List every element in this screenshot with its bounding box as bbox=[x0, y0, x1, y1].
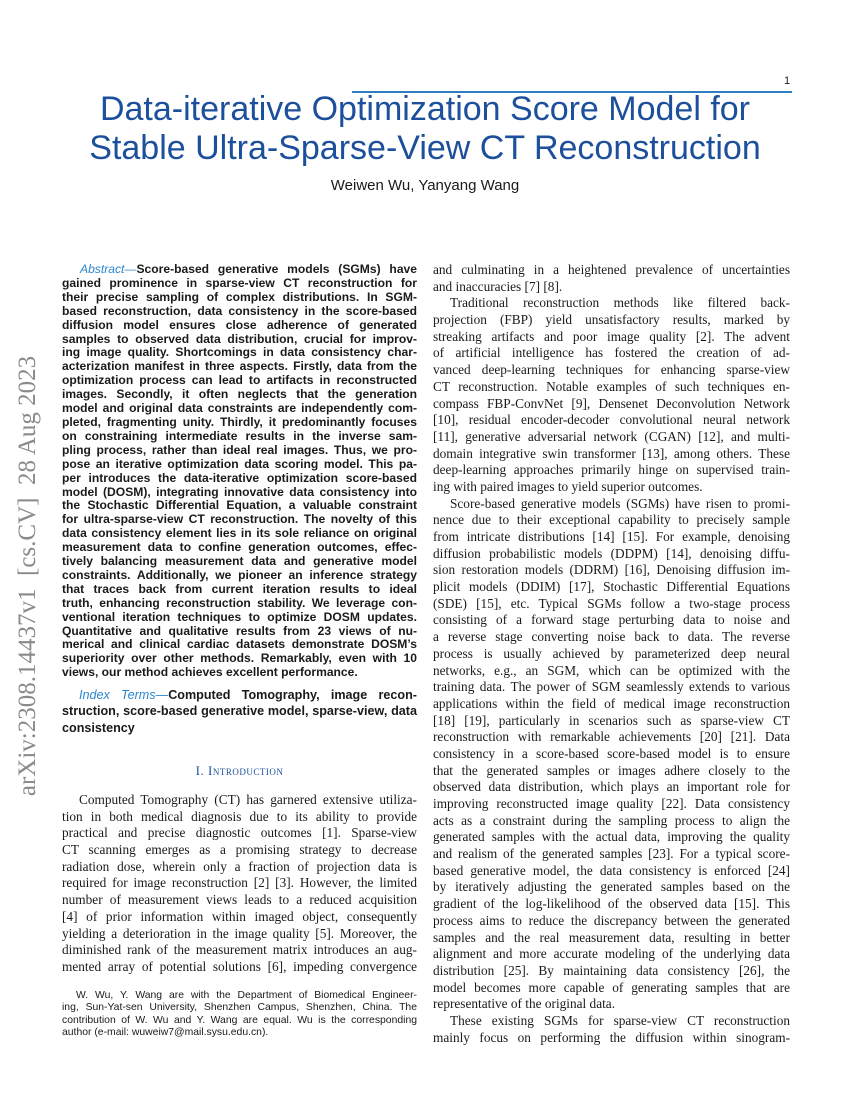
text-line bbox=[433, 913, 790, 930]
line-text: pose an iterative optimization data scoring model. This pa- bbox=[62, 457, 417, 471]
line-text: gradient of the log-likelihood of the observed data [15]. This bbox=[433, 896, 790, 912]
text-line bbox=[62, 263, 417, 277]
line-text: process is usually achieved by parameterized deep neural bbox=[433, 645, 790, 661]
line-text: optimization process can lead to artifacts in reconstructed bbox=[62, 374, 417, 388]
line-text: gained prominence in sparse-view CT reconstruction for bbox=[62, 276, 417, 290]
text-line bbox=[433, 529, 790, 546]
line-text: ventional iteration techniques to optimize DOSM updates. bbox=[62, 610, 417, 624]
line-text: author (e-mail: wuweiw7@mail.sysu.edu.cn). bbox=[62, 1026, 269, 1038]
text-line bbox=[433, 295, 790, 312]
line-text: compass FBP-ConvNet [9], Densenet Deconvolution Network bbox=[433, 395, 790, 411]
line-text: applications within the field of medical image reconstruction bbox=[433, 695, 790, 711]
text-line bbox=[62, 430, 417, 444]
text-line bbox=[62, 926, 417, 943]
text-line bbox=[62, 444, 417, 458]
line-text: views, our method achieves excellent performance. bbox=[62, 666, 358, 680]
footnote-line bbox=[62, 1002, 417, 1014]
text-line bbox=[433, 863, 790, 880]
text-line bbox=[433, 646, 790, 663]
text-line bbox=[433, 429, 790, 446]
text-line bbox=[62, 486, 417, 500]
text-line bbox=[433, 546, 790, 563]
arxiv-stamp: arXiv:2308.14437v1 [cs.CV] 28 Aug 2023 bbox=[14, 355, 41, 797]
text-line bbox=[62, 638, 417, 652]
text-line bbox=[62, 319, 417, 333]
text-line bbox=[62, 809, 417, 826]
text-line bbox=[62, 959, 417, 976]
text-line bbox=[433, 412, 790, 429]
text-line bbox=[433, 362, 790, 379]
line-text: process aims to reduce the discrepancy between the generated bbox=[433, 912, 790, 928]
text-line bbox=[62, 472, 417, 486]
text-line bbox=[433, 446, 790, 463]
line-text: W. Wu, Y. Wang are with the Department of Biomedical Engineer- bbox=[76, 990, 417, 1001]
text-line bbox=[433, 829, 790, 846]
text-line bbox=[433, 896, 790, 913]
line-text: from intricate distributions [14] [15]. For example, denoising bbox=[433, 529, 790, 544]
text-line bbox=[433, 746, 790, 763]
text-line bbox=[62, 374, 417, 388]
text-line bbox=[433, 1030, 790, 1047]
line-text: sion restoration models (DDRM) [16], Denoising diffusion im- bbox=[433, 562, 790, 578]
line-text: plicit models (DDIM) [17], Stochastic Differential Equations bbox=[433, 579, 790, 595]
text-line bbox=[433, 946, 790, 963]
text-line bbox=[433, 462, 790, 479]
text-line bbox=[433, 679, 790, 696]
line-text: for ultra-sparse-view CT reconstruction. The novelty of this bbox=[62, 513, 417, 527]
line-text: model (DOSM), integrating innovative data consistency into bbox=[62, 485, 417, 499]
text-line bbox=[433, 512, 790, 529]
text-line bbox=[433, 980, 790, 997]
line-text: and realism of the generated samples [23]. For a typical score- bbox=[433, 846, 790, 862]
line-text: Traditional reconstruction methods like filtered back- bbox=[450, 295, 790, 311]
text-line bbox=[62, 555, 417, 569]
text-line bbox=[62, 792, 417, 809]
left-column-body bbox=[62, 792, 417, 976]
text-line bbox=[433, 279, 790, 296]
text-line bbox=[62, 652, 417, 666]
text-line bbox=[62, 859, 417, 876]
line-text: practical and precise diagnostic outcomes [1]. Sparse-view bbox=[62, 825, 417, 841]
line-text: per introduces the data-iterative optimization score-based bbox=[62, 471, 417, 485]
line-text: mainly focus on performing the diffusion within sinogram- bbox=[433, 1029, 790, 1045]
text-line bbox=[62, 277, 417, 291]
line-text: ing image quality. Shortcomings in data consistency char- bbox=[62, 346, 417, 360]
footnote-line bbox=[62, 1015, 417, 1027]
line-text: CT reconstruction. Notable examples of such techniques en- bbox=[433, 378, 790, 394]
line-text: reconstruction with remarkable achievements [20] [21]. Data bbox=[433, 729, 790, 745]
text-line bbox=[433, 496, 790, 513]
line-text: improving reconstructed image quality [22]. Data consistency bbox=[433, 796, 790, 811]
line-text: pling process, rather than ideal real images. Thus, we pro- bbox=[62, 443, 417, 457]
text-line bbox=[433, 329, 790, 346]
line-text: superiority over other methods. Remarkably, even with 10 bbox=[62, 652, 417, 666]
text-line bbox=[62, 333, 417, 347]
line-text: required for image reconstruction [2] [3]. However, the limited bbox=[62, 875, 417, 891]
line-text: Computed Tomography, image recon- bbox=[168, 688, 417, 702]
index-terms bbox=[62, 687, 417, 736]
line-text: CT scanning emerges as a promising strategy to decrease bbox=[62, 842, 417, 858]
right-column-body bbox=[433, 262, 790, 1046]
line-text: the Stochastic Differential Equation, a valuable constraint bbox=[62, 499, 417, 513]
line-text: images. Secondly, it often neglects that the generation bbox=[62, 388, 417, 402]
text-line bbox=[62, 583, 417, 597]
line-text: Score-based generative models (SGMs) have bbox=[136, 263, 417, 276]
text-line bbox=[62, 527, 417, 541]
text-line bbox=[433, 696, 790, 713]
line-text: Computed Tomography (CT) has garnered extensive utiliza- bbox=[79, 792, 417, 807]
title-line: Data-iterative Optimization Score Model for bbox=[99, 90, 751, 128]
section-label: Index Terms— bbox=[79, 688, 169, 702]
text-line bbox=[62, 825, 417, 842]
text-line bbox=[62, 416, 417, 430]
line-text: consisting of a forward stage perturbing data to noise and bbox=[433, 612, 790, 628]
line-text: alignment and more accurate modeling of the underlying data bbox=[433, 946, 790, 962]
section-heading: I. Introduction bbox=[195, 763, 284, 778]
text-line bbox=[433, 629, 790, 646]
line-text: diffusion model ensures close adherence of generated bbox=[62, 318, 417, 332]
text-line bbox=[433, 262, 790, 279]
text-line bbox=[433, 796, 790, 813]
text-line bbox=[433, 813, 790, 830]
line-text: that traces back from current iteration results to ideal bbox=[62, 582, 417, 596]
text-line bbox=[62, 687, 417, 703]
text-line bbox=[62, 597, 417, 611]
line-text: their precise sampling of complex distributions. In SGM- bbox=[62, 290, 417, 304]
line-text: yielding a deterioration in the image quality [5]. Moreover, the bbox=[62, 925, 417, 941]
line-text: diminished rank of the measurement matrix introduces an aug- bbox=[62, 942, 417, 958]
text-line bbox=[62, 942, 417, 959]
line-text: acterization manifest in three aspects. Firstly, data from the bbox=[62, 360, 417, 374]
line-text: truth, enhancing reconstruction stability. We leverage con- bbox=[62, 596, 417, 610]
line-text: pleted, fragmenting unity. Thirdly, it predominantly focuses bbox=[62, 415, 417, 429]
line-text: representative of the original data. bbox=[433, 996, 616, 1012]
line-text: domain integrative swin transformer [13], among others. These bbox=[433, 445, 790, 461]
line-text: tion in both medical diagnosis due to its ability to provide bbox=[62, 808, 417, 824]
text-line bbox=[433, 879, 790, 896]
text-line bbox=[62, 666, 417, 680]
authors: Weiwen Wu, Yanyang Wang bbox=[330, 177, 520, 194]
line-text: networks, e.g., an SGM, which can be optimized with the bbox=[433, 662, 790, 678]
line-text: by iteratively adjusting the generated samples based on the bbox=[433, 879, 790, 895]
text-line bbox=[433, 1013, 790, 1030]
line-text: data consistency element lies in its sole reliance on original bbox=[62, 527, 417, 541]
text-line bbox=[433, 963, 790, 980]
text-line bbox=[62, 513, 417, 527]
section-label: Abstract— bbox=[80, 263, 137, 276]
line-text: streaking artifacts and poor image quality [2]. The advent bbox=[433, 328, 790, 344]
text-line bbox=[62, 360, 417, 374]
line-text: on constraining intermediate results in the inverse sam- bbox=[62, 429, 417, 443]
text-line bbox=[433, 479, 790, 496]
footnote-line bbox=[62, 1027, 417, 1039]
line-text: and culminating in a heightened prevalence of uncertainties bbox=[433, 262, 790, 277]
text-line bbox=[62, 892, 417, 909]
line-text: observed data distribution, which plays an important role for bbox=[433, 779, 790, 795]
line-text: merical and clinical cardiac datasets demonstrate DOSM’s bbox=[62, 638, 417, 652]
text-line bbox=[62, 703, 417, 719]
footnote bbox=[62, 990, 417, 1039]
line-text: struction, score-based generative model, sparse-view, data bbox=[62, 704, 417, 719]
line-text: number of measurement views leads to a reduced acquisition bbox=[62, 892, 417, 908]
line-text: (SDE) [15], etc. Typical SGMs follow a two-stage process bbox=[433, 595, 790, 611]
text-line bbox=[62, 875, 417, 892]
line-text: acts as a constraint during the sampling process to align the bbox=[433, 812, 790, 828]
line-text: ing, Sun-Yat-sen University, Shenzhen Campus, Shenzhen, China. The bbox=[62, 1002, 417, 1014]
text-line bbox=[62, 842, 417, 859]
line-text: mented array of potential solutions [6], impeding convergence bbox=[62, 958, 417, 974]
text-line bbox=[433, 663, 790, 680]
title-line: Stable Ultra-Sparse-View CT Reconstruction bbox=[89, 129, 761, 167]
footnote-line bbox=[62, 990, 417, 1002]
line-text: projection (FBP) yield unsatisfactory results, marked by bbox=[433, 312, 790, 328]
line-text: contribution of W. Wu and Y. Wang are equal. Wu is the corresponding bbox=[62, 1014, 417, 1026]
text-line bbox=[433, 846, 790, 863]
line-text: that the generated samples or images adhere closely to the bbox=[433, 762, 790, 778]
line-text: Score-based generative models (SGMs) have risen to promi- bbox=[450, 495, 790, 511]
text-line bbox=[62, 346, 417, 360]
line-text: based generative model, the data consistency is enforced [24] bbox=[433, 862, 790, 878]
line-text: consistency in a score-based score-based model is to ensure bbox=[433, 745, 790, 761]
abstract bbox=[62, 263, 417, 680]
line-text: and inaccuracies [7] [8]. bbox=[433, 278, 563, 294]
line-text: radiation dose, wherein only a fraction of projection data is bbox=[62, 858, 417, 874]
text-line bbox=[62, 909, 417, 926]
page-number: 1 bbox=[784, 75, 791, 87]
line-text: deep-learning approaches primarily hinge on supervised train- bbox=[433, 462, 790, 478]
text-line bbox=[62, 625, 417, 639]
text-line bbox=[62, 305, 417, 319]
line-text: diffusion probabilistic models (DDPM) [14], denoising diffu- bbox=[433, 545, 790, 561]
text-line bbox=[433, 379, 790, 396]
line-text: nence due to their exceptional capability to precisely sample bbox=[433, 512, 790, 528]
text-line bbox=[433, 612, 790, 629]
line-text: samples and the real measurement data, resulting in better bbox=[433, 929, 790, 945]
line-text: measurement data to confine generation outcomes, effec- bbox=[62, 541, 417, 555]
text-line bbox=[433, 930, 790, 947]
text-line bbox=[62, 402, 417, 416]
text-line bbox=[433, 729, 790, 746]
line-text: [18] [19], particularly in scenarios such as sparse-view CT bbox=[433, 712, 790, 728]
line-text: ing with paired images to yield superior outcomes. bbox=[433, 478, 703, 494]
text-line bbox=[433, 312, 790, 329]
line-text: model and original data constraints are independently com- bbox=[62, 402, 417, 416]
text-line bbox=[433, 562, 790, 579]
line-text: model becomes more capable of generating samples that are bbox=[433, 979, 790, 995]
line-text: [4] of prior information within imaged object, consequently bbox=[62, 908, 417, 924]
text-line bbox=[62, 541, 417, 555]
text-line bbox=[62, 720, 417, 736]
text-line bbox=[62, 458, 417, 472]
text-line bbox=[433, 596, 790, 613]
text-line bbox=[433, 579, 790, 596]
line-text: Quantitative and qualitative results from 23 views of nu- bbox=[62, 624, 417, 638]
text-line bbox=[433, 779, 790, 796]
line-text: constraints. Additionally, we pioneer an inference strategy bbox=[62, 568, 417, 582]
line-text: [10], residual encoder-decoder convolutional neural network bbox=[433, 412, 790, 428]
text-line bbox=[62, 569, 417, 583]
text-line bbox=[62, 499, 417, 513]
text-line bbox=[433, 763, 790, 780]
line-text: distribution [25]. By maintaining data consistency [26], the bbox=[433, 962, 790, 978]
text-line bbox=[62, 611, 417, 625]
line-text: based reconstruction, data consistency in the score-based bbox=[62, 304, 417, 318]
text-line bbox=[62, 388, 417, 402]
paper-title bbox=[40, 90, 810, 168]
line-text: a reverse stage converting noise back to data. The reverse bbox=[433, 629, 790, 645]
line-text: These existing SGMs for sparse-view CT reconstruction bbox=[450, 1012, 790, 1028]
line-text: samples to observed data distribution, crucial for improv- bbox=[62, 332, 417, 346]
line-text: training data. The power of SGM seamlessly extends to various bbox=[433, 679, 790, 695]
text-line bbox=[433, 713, 790, 730]
text-line bbox=[433, 396, 790, 413]
text-line bbox=[62, 291, 417, 305]
line-text: of artificial intelligence has fostered the creation of ad- bbox=[433, 345, 790, 361]
text-line bbox=[433, 996, 790, 1013]
text-line bbox=[433, 345, 790, 362]
line-text: tively balancing measurement data and generative model bbox=[62, 555, 417, 569]
line-text: generated samples with the actual data, improving the quality bbox=[433, 829, 790, 845]
line-text: consistency bbox=[62, 720, 135, 735]
line-text: vanced deep-learning techniques for enhancing sparse-view bbox=[433, 362, 790, 378]
line-text: [11], generative adversarial network (CGAN) [12], and multi- bbox=[433, 428, 790, 444]
